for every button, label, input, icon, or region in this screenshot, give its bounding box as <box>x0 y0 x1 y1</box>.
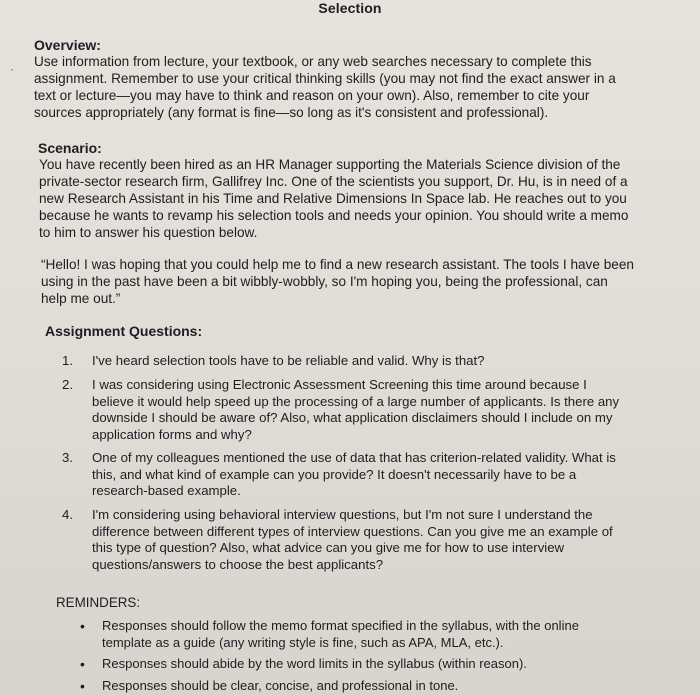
reminders-heading: REMINDERS: <box>56 595 141 610</box>
question-number: 3. <box>62 450 73 465</box>
question-text: I've heard selection tools have to be reliable and valid. Why is that? <box>92 353 485 368</box>
bullet-icon: • <box>80 678 85 694</box>
reminder-text: Responses should abide by the word limits in the syllabus (within reason). <box>102 656 527 671</box>
client-quote: “Hello! I was hoping that you could help me to find a new research assistant. The tools I have been using in the past have been a bit wibbly-wobbly, so I'm hoping you, being the professional, can help me out.” <box>41 257 634 306</box>
question-number: 2. <box>62 377 73 392</box>
bullet-icon: • <box>80 618 85 634</box>
question-number: 1. <box>62 353 73 368</box>
question-text: I'm considering using behavioral interview questions, but I'm not sure I understand the difference between different types of interview questions. Can you give me an example of this type of question? Also, what advice can you give me for how to use interview questions/answers to choose the best applicants? <box>92 507 613 572</box>
scenario-heading: Scenario: <box>38 140 102 156</box>
reminder-text: Responses should follow the memo format specified in the syllabus, with the online template as a guide (any writing style is fine, such as APA, MLA, etc.). <box>102 618 579 650</box>
question-text: One of my colleagues mentioned the use of data that has criterion-related validity. What is this, and what kind of example can you provide? It doesn't necessarily have to be a research-based example. <box>92 450 616 498</box>
margin-dot: · <box>10 62 14 76</box>
scenario-text: You have recently been hired as an HR Manager supporting the Materials Science division of the private-sector research firm, Gallifrey Inc. One of the scientists you support, Dr. Hu, is in need of a new Research Assistant in his Time and Relative Dimensions In Space lab. He reaches out to you because he wants to revamp his selection tools and needs your opinion. You should write a memo to him to answer his question below. <box>39 157 629 240</box>
reminder-text: Responses should be clear, concise, and professional in tone. <box>102 678 459 693</box>
question-number: 4. <box>62 507 73 522</box>
bullet-icon: • <box>80 656 85 672</box>
page-title: Selection <box>318 0 382 16</box>
overview-heading: Overview: <box>34 37 101 53</box>
assignment-heading: Assignment Questions: <box>45 323 203 339</box>
question-text: I was considering using Electronic Assessment Screening this time around because I believe it would help speed up the processing of a large number of applicants. Is there any downside I should be aware of? Also, what application disclaimers should I include on my application forms and why? <box>92 377 620 442</box>
overview-text: Use information from lecture, your textbook, or any web searches necessary to complete this assignment. Remember to use your critical thinking skills (you may not find the exact answer in a text or lecture—you may have to think and reason on your own). Also, remember to cite your sources appropriately (any format is fine—so long as it's consistent and professional). <box>34 54 616 120</box>
